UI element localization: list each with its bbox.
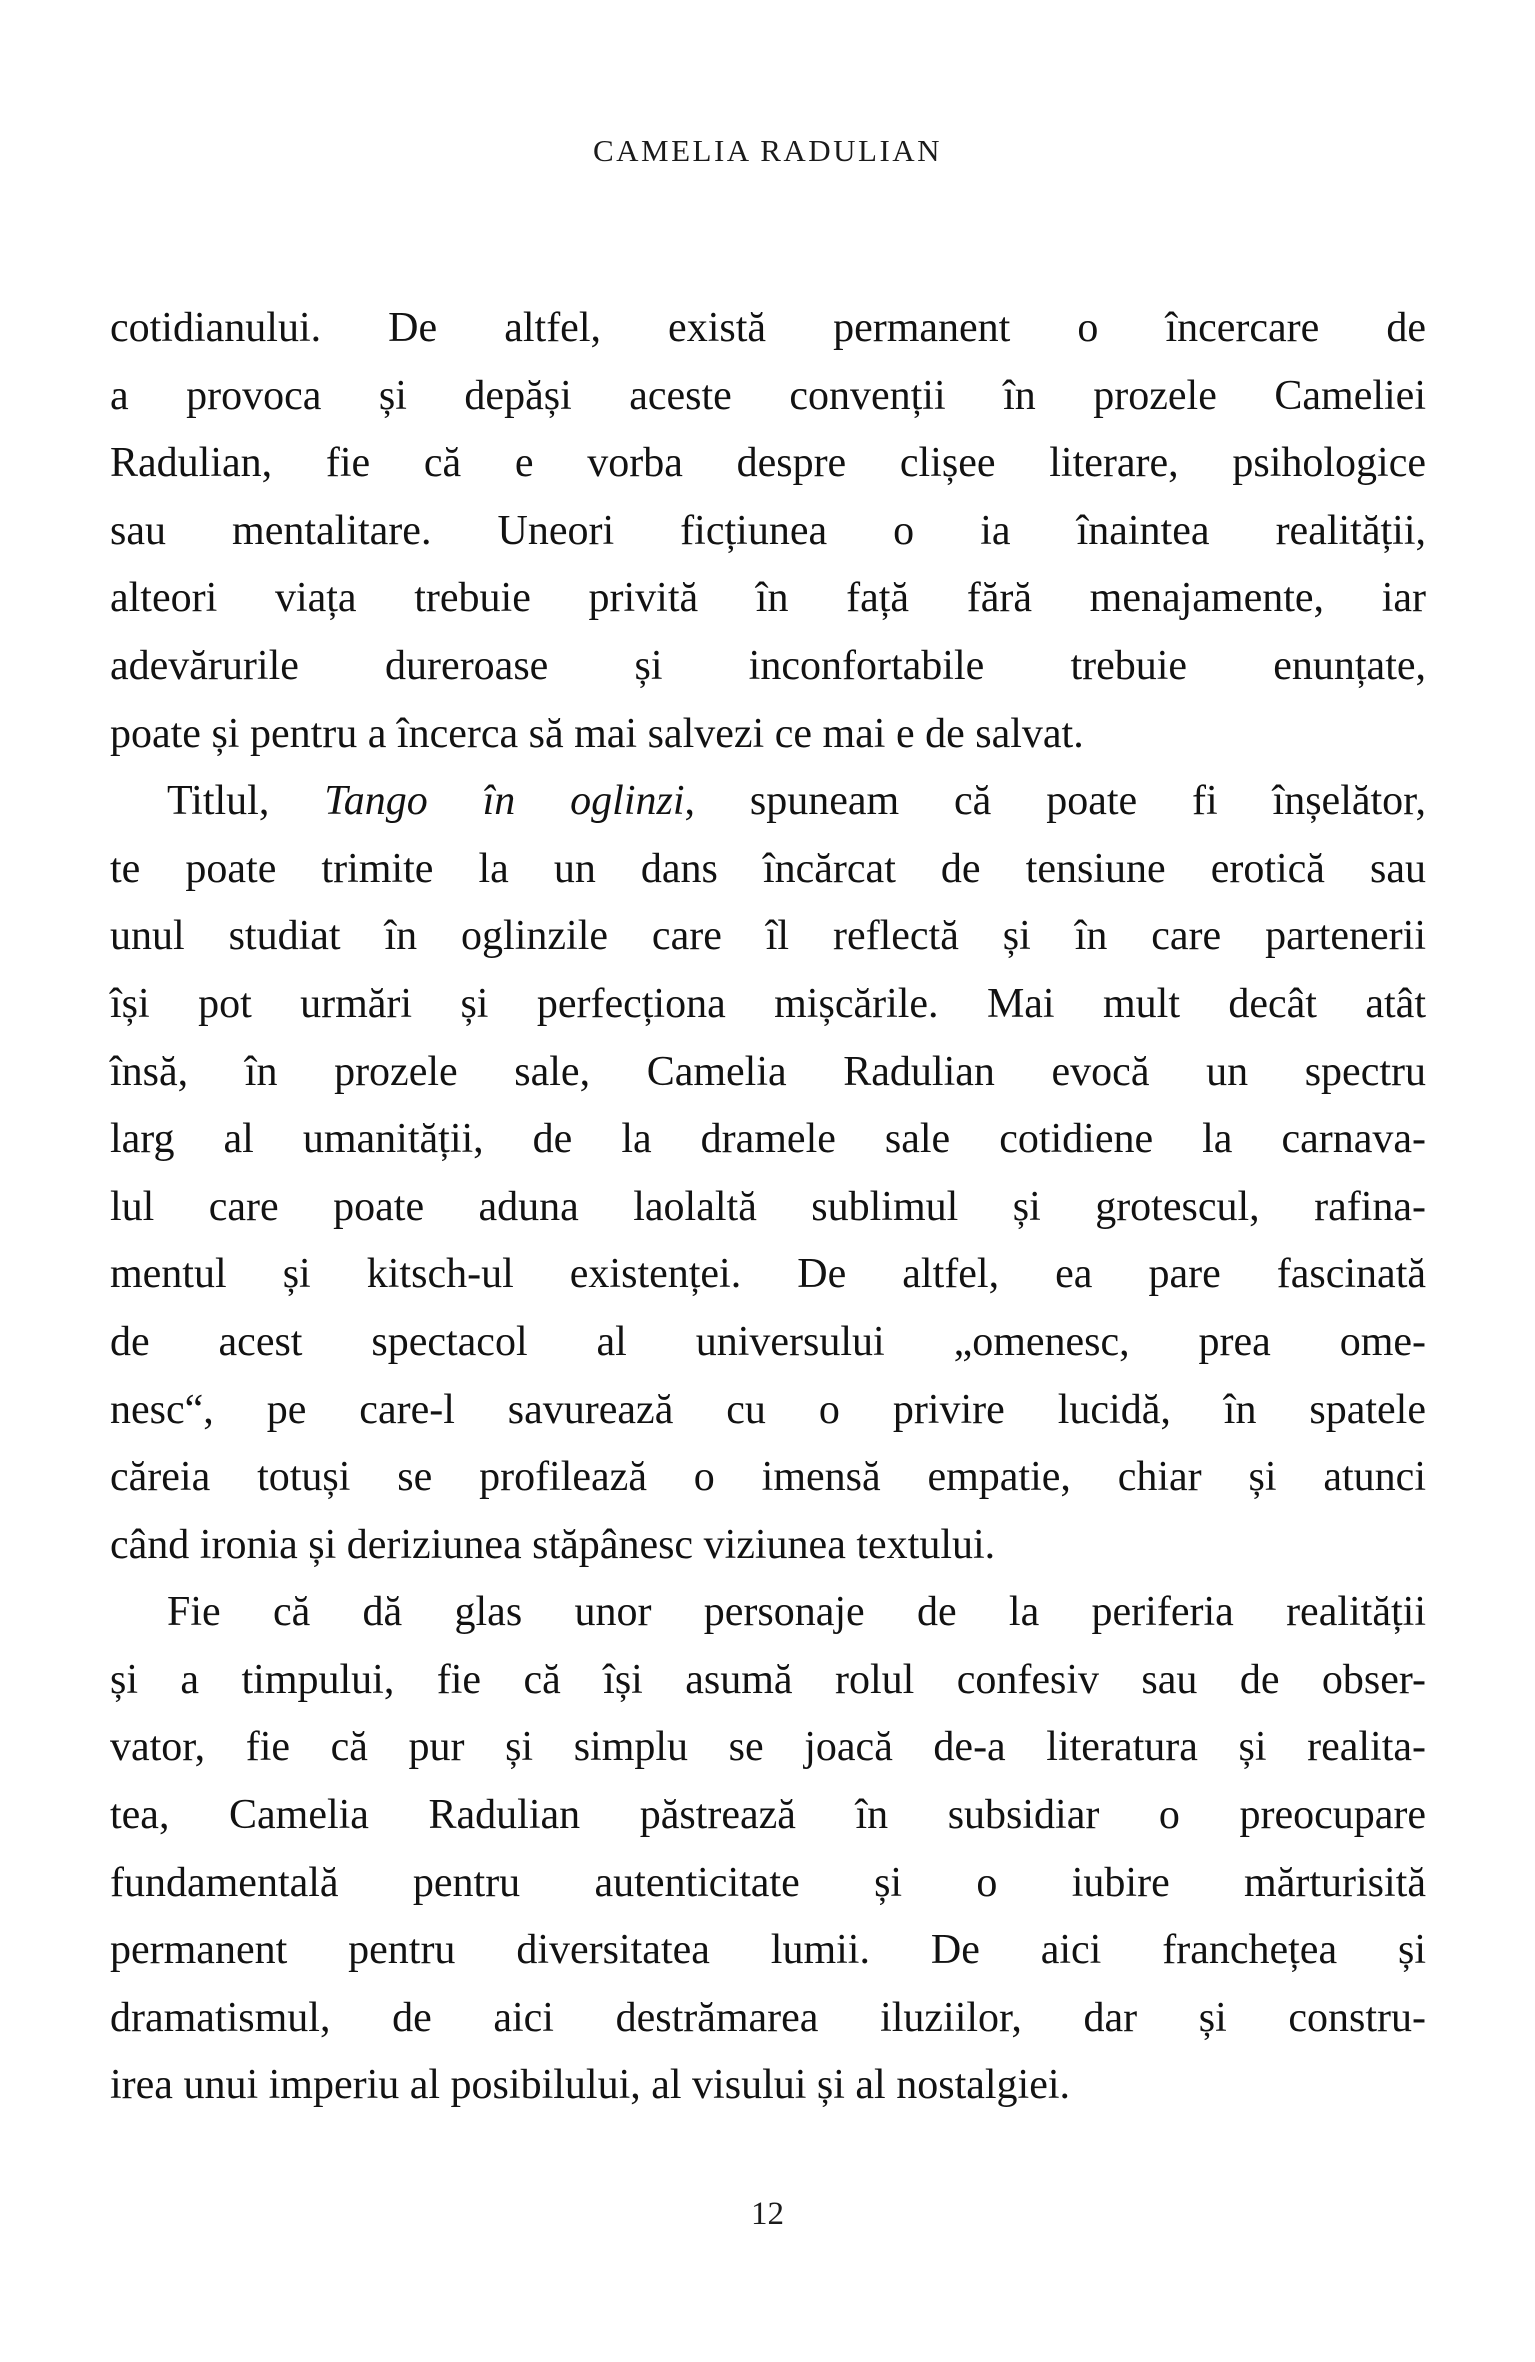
running-header: CAMELIA RADULIAN <box>592 133 943 168</box>
text-line <box>110 1106 1426 1174</box>
text-line <box>110 565 1426 633</box>
text-line <box>110 701 1426 769</box>
text-line <box>110 1579 1426 1647</box>
text-segment: , spuneam că poate fi înșelător, <box>684 778 1426 825</box>
text-segment: adevărurile dureroase și inconfortabile trebuie enunțate, <box>110 642 1426 689</box>
text-segment: mentul și kitsch-ul existenței. De altfel, ea pare fascinată <box>110 1251 1426 1298</box>
text-line <box>110 633 1426 701</box>
text-segment: și a timpului, fie că își asumă rolul confesiv sau de obser- <box>110 1656 1426 1703</box>
text-line <box>110 1782 1426 1850</box>
text-line <box>110 1917 1426 1985</box>
text-segment: căreia totuși se profilează o imensă empatie, chiar și atunci <box>110 1454 1426 1501</box>
text-line <box>110 498 1426 566</box>
text-segment: cotidianului. De altfel, există permanent o încercare de <box>110 305 1426 351</box>
text-segment: lul care poate aduna laolaltă sublimul și grotescul, rafina- <box>110 1183 1426 1230</box>
text-line <box>110 1985 1426 2053</box>
text-line <box>110 1444 1426 1512</box>
text-line <box>110 1512 1426 1580</box>
text-line <box>110 1377 1426 1445</box>
text-segment: dramatismul, de aici destrămarea iluziilor, dar și constru- <box>110 1994 1426 2041</box>
page-body <box>110 295 1426 2120</box>
text-segment: poate și pentru a încerca să mai salvezi ce mai e de salvat. <box>110 710 1084 757</box>
text-line <box>110 1174 1426 1242</box>
text-segment: unul studiat în oglinzile care îl reflectă și în care partenerii <box>110 913 1426 960</box>
text-segment: permanent pentru diversitatea lumii. De aici franchețea și <box>110 1927 1426 1974</box>
text-line <box>110 1714 1426 1782</box>
text-segment: larg al umanității, de la dramele sale cotidiene la carnava- <box>110 1116 1426 1163</box>
text-line <box>110 971 1426 1039</box>
text-segment: tea, Camelia Radulian păstrează în subsidiar o preocupare <box>110 1792 1426 1839</box>
text-segment: de acest spectacol al universului „omenesc, prea ome- <box>110 1318 1426 1365</box>
text-segment: sau mentalitare. Uneori ficțiunea o ia înaintea realității, <box>110 507 1426 554</box>
text-segment: alteori viața trebuie privită în față fără menajamente, iar <box>110 575 1426 622</box>
book-title-italic: Tango în oglinzi <box>324 778 685 825</box>
text-line <box>110 768 1426 836</box>
text-line <box>110 836 1426 904</box>
text-line <box>110 2052 1426 2120</box>
text-line <box>110 363 1426 431</box>
text-segment: când ironia și deriziunea stăpânesc viziunea textului. <box>110 1521 996 1568</box>
text-line <box>110 1039 1426 1107</box>
text-segment: Fie că dă glas unor personaje de la periferia realității <box>167 1589 1426 1636</box>
text-line <box>110 1647 1426 1715</box>
text-line <box>110 1241 1426 1309</box>
text-segment: nesc“, pe care-l savurează cu o privire lucidă, în spatele <box>110 1386 1426 1433</box>
text-segment: însă, în prozele sale, Camelia Radulian evocă un spectru <box>110 1048 1426 1095</box>
text-segment: Titlul, <box>167 778 325 825</box>
text-line <box>110 430 1426 498</box>
text-segment: vator, fie că pur și simplu se joacă de-a literatura și realita- <box>110 1724 1426 1771</box>
text-segment: fundamentală pentru autenticitate și o iubire mărturisită <box>110 1859 1426 1906</box>
text-line <box>110 903 1426 971</box>
text-segment: irea unui imperiu al posibilului, al visului și al nostalgiei. <box>110 2062 1071 2109</box>
text-segment: își pot urmări și perfecționa mișcările. Mai mult decât atât <box>110 980 1426 1027</box>
text-line <box>110 1309 1426 1377</box>
text-line <box>110 295 1426 363</box>
text-segment: a provoca și depăși aceste convenții în prozele Cameliei <box>110 372 1426 419</box>
text-segment: Radulian, fie că e vorba despre clișee literare, psihologice <box>110 440 1426 487</box>
text-segment: te poate trimite la un dans încărcat de tensiune erotică sau <box>110 845 1426 892</box>
page-number: 12 <box>751 2196 784 2232</box>
text-line <box>110 1850 1426 1918</box>
